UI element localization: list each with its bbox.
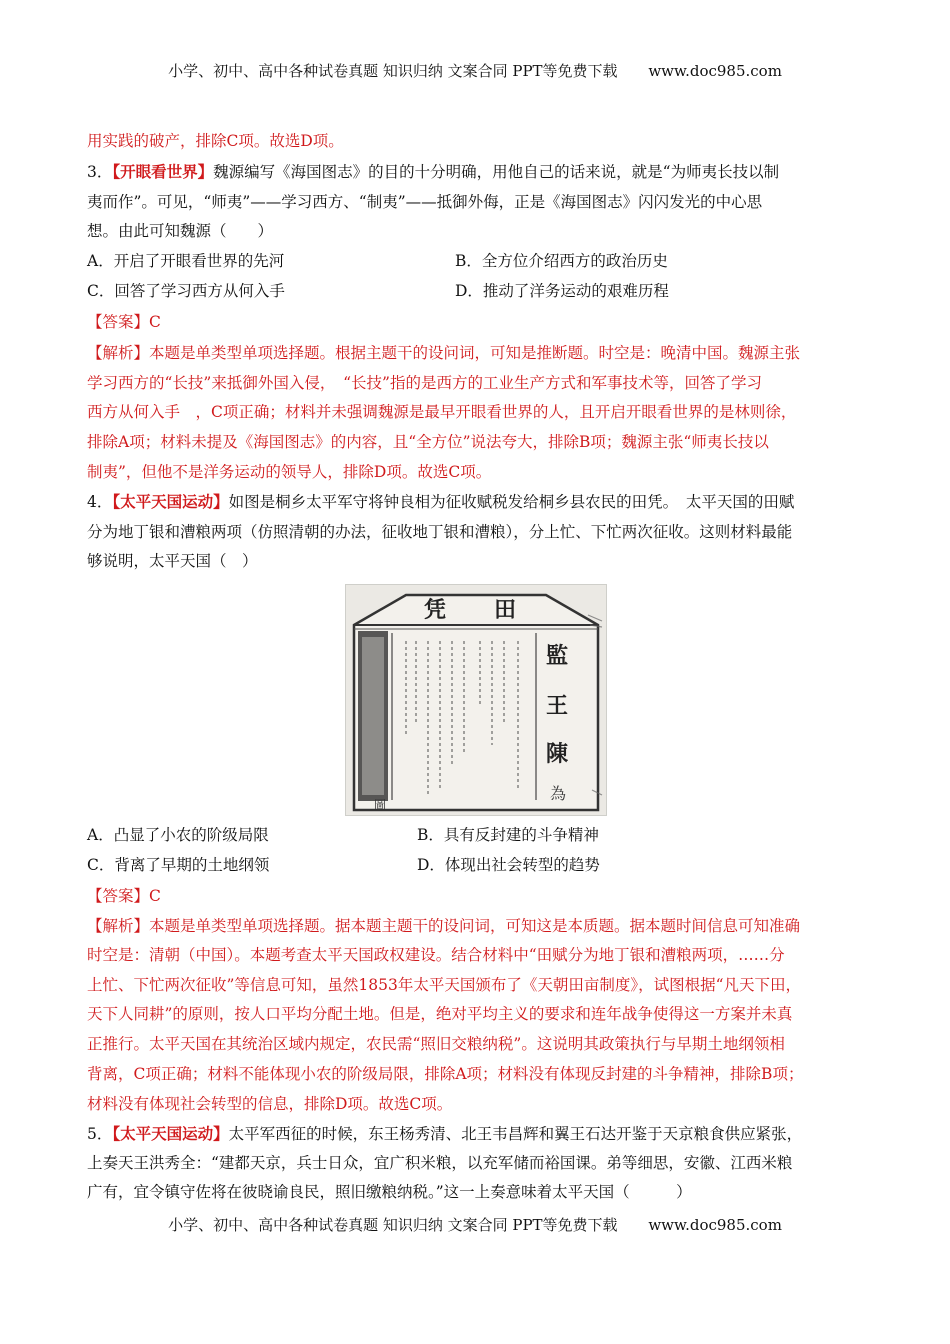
q4-tag: 【太平天国运动】	[112, 492, 229, 511]
q3-option-c: C．回答了学习西方从何入手	[87, 282, 285, 300]
svg-text:陳: 陳	[546, 741, 569, 767]
q5-stem-line-1	[87, 1124, 802, 1144]
q4-answer: 【答案】C	[87, 887, 161, 905]
q4-analysis-line-1	[87, 916, 800, 936]
q5-stem-line-2: 上奏天王洪秀全：“建都天京，兵士日众，宜广积米粮，以充军储而裕国课。弟等细思，安徽、江西米粮	[87, 1154, 793, 1172]
q4-analysis-line-5: 正推行。太平天国在其统治区域内规定，农民需“照旧交粮纳税”。这说明其政策执行与早期土地纲领相	[87, 1035, 785, 1053]
certificate-title-char-2: 凭	[424, 597, 447, 623]
q4-option-d: D．体现出社会转型的趋势	[417, 856, 600, 874]
q3-option-d: D．推动了洋务运动的艰难历程	[455, 282, 669, 300]
q3-answer: 【答案】C	[87, 313, 161, 331]
q4-option-b: B．具有反封建的斗争精神	[417, 826, 599, 844]
q5-stem-line-3: 广有，宜令镇守佐将在彼晓谕良民，照旧缴粮纳税。”这一上奏意味着太平天国（ ）	[87, 1183, 692, 1201]
q4-analysis-line-3: 上忙、下忙两次征收”等信息可知，虽然1853年太平天国颁布了《天朝田亩制度》，试图根据“凡天下田，	[87, 976, 802, 994]
svg-text:為: 為	[550, 784, 567, 803]
q4-analysis-text-1: 本题是单类型单项选择题。据本题主题干的设问词，可知这是本质题。据本题时间信息可知准确	[149, 917, 801, 935]
q3-stem-line-1	[87, 162, 779, 182]
tianping-certificate-image	[345, 584, 607, 816]
q3-analysis-line-5: 制夷”，但他不是洋务运动的领导人，排除D项。故选C项。	[87, 463, 492, 481]
certificate-title-char-1: 田	[494, 597, 517, 623]
q3-option-b: B．全方位介绍西方的政治历史	[455, 252, 668, 270]
q3-stem-line-3: 想。由此可知魏源（ ）	[87, 222, 274, 240]
q4-analysis-line-7: 材料没有体现社会转型的信息，排除D项。故选C项。	[87, 1095, 453, 1113]
q3-stem-line-2: 夷而作”。可见，“师夷”——学习西方、“制夷”——抵御外侮，正是《海国图志》闪闪发光的中心思	[87, 193, 763, 211]
q3-analysis-line-4: 排除A项；材料未提及《海国图志》的内容，且“全方位”说法夸大，排除B项；魏源主张“师夷长技以	[87, 433, 769, 451]
q3-stem-text-1: 魏源编写《海国图志》的目的十分明确，用他自己的话来说，就是“为师夷长技以制	[213, 163, 780, 181]
q4-stem-text-1: 如图是桐乡太平军守将钟良相为征收赋税发给桐乡县农民的田凭。 太平天国的田赋	[228, 493, 795, 511]
header-site-link[interactable]: www.doc985.com	[648, 62, 782, 80]
q4-analysis-line-4: 天下人同耕”的原则，按人口平均分配土地。但是，绝对平均主义的要求和连年战争使得这一方案并未真	[87, 1005, 793, 1023]
footer-text: 小学、初中、高中各种试卷真题 知识归纳 文案合同 PPT等免费下载	[168, 1216, 618, 1234]
q5-stem-text-1: 太平军西征的时候，东王杨秀清、北王韦昌辉和翼王石达开鉴于天京粮食供应紧张，	[228, 1125, 803, 1143]
svg-text:圖: 圖	[374, 798, 387, 812]
q3-analysis-line-2: 学习西方的“长技”来抵御外国入侵， “长技”指的是西方的工业生产方式和军事技术等，回答了学习	[87, 374, 762, 392]
q4-option-a: A．凸显了小农的阶级局限	[87, 826, 269, 844]
tianping-certificate-drawing	[346, 585, 606, 815]
footer-site-link[interactable]: www.doc985.com	[648, 1216, 782, 1234]
page-header	[0, 60, 950, 81]
q3-option-a: A．开启了开眼看世界的先河	[87, 252, 285, 270]
q3-number: 3．	[87, 163, 113, 181]
q4-stem-line-1	[87, 492, 794, 512]
q4-analysis-line-6: 背离，C项正确；材料不能体现小农的阶级局限，排除A项；材料没有体现反封建的斗争精神，排除B项；	[87, 1065, 804, 1083]
svg-text:王: 王	[546, 693, 569, 719]
q5-number: 5．	[87, 1125, 113, 1143]
prev-analysis-tail: 用实践的破产，排除C项。故选D项。	[87, 132, 344, 150]
q3-analysis-line-1	[87, 343, 800, 363]
q4-option-c: C．背离了早期的土地纲领	[87, 856, 270, 874]
q3-tag: 【开眼看世界】	[112, 162, 214, 181]
q3-analysis-text-1: 本题是单类型单项选择题。根据主题干的设问词，可知是推断题。时空是：晚清中国。魏源主张	[149, 344, 801, 362]
q4-analysis-line-2: 时空是：清朝（中国）。本题考查太平天国政权建设。结合材料中“田赋分为地丁银和漕粮两项，……分	[87, 946, 785, 964]
q4-number: 4．	[87, 493, 113, 511]
q4-analysis-tag: 【解析】	[87, 917, 150, 935]
q4-stem-line-2: 分为地丁银和漕粮两项（仿照清朝的办法，征收地丁银和漕粮），分上忙、下忙两次征收。这则材料最能	[87, 523, 793, 541]
header-text: 小学、初中、高中各种试卷真题 知识归纳 文案合同 PPT等免费下载	[168, 62, 618, 80]
page-footer	[0, 1214, 950, 1235]
q5-tag: 【太平天国运动】	[112, 1124, 229, 1143]
q3-analysis-tag: 【解析】	[87, 344, 150, 362]
svg-text:監: 監	[546, 643, 569, 669]
q4-stem-line-3: 够说明，太平天国（ ）	[87, 552, 258, 570]
q3-analysis-line-3: 西方从何入手 ，C项正确；材料并未强调魏源是最早开眼看世界的人，且开启开眼看世界的是林则徐，	[87, 403, 797, 421]
